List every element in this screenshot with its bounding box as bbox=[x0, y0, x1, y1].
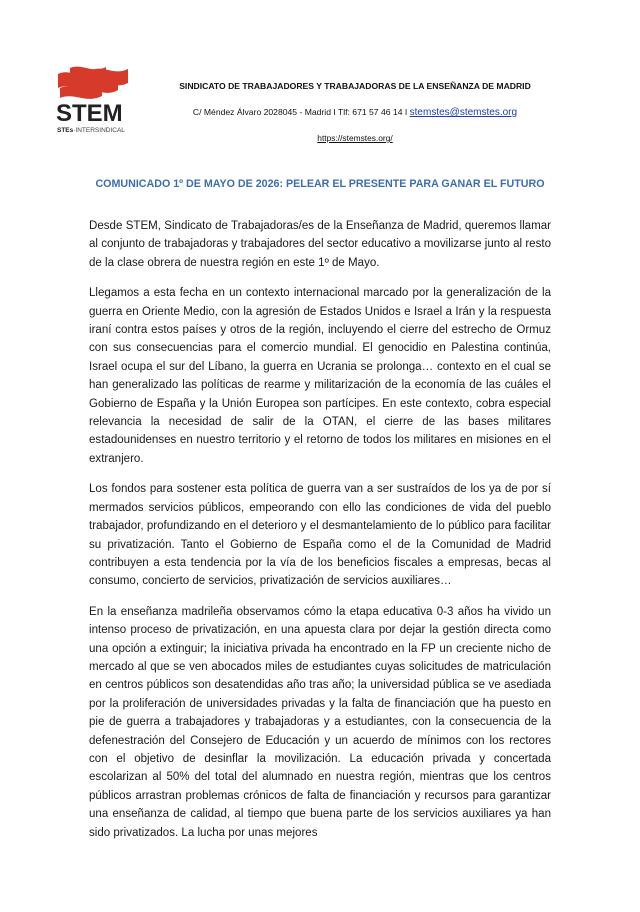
paragraph-1: Desde STEM, Sindicato de Trabajadoras/es de la Enseñanza de Madrid, queremos llamar al conjunto de trabajadoras y trabajadores del sector educativo a movilizarse junto al resto de la clase obrera de nuestra región en este 1º de Mayo. bbox=[89, 220, 551, 269]
stem-logo bbox=[56, 66, 130, 140]
document-title: COMUNICADO 1º DE MAYO DE 2026: PELEAR EL PRESENTE PARA GANAR EL FUTURO bbox=[95, 178, 545, 190]
paragraph-2: Llegamos a esta fecha en un contexto internacional marcado por la generalización de la guerra en Oriente Medio, con la agresión de Estados Unidos e Israel a Irán y la respuesta iraní contra estos países y otros de la región, incluyendo el cierre del estrecho de Ormuz con sus consecuencias para el comercio mundial. El genocidio en Palestina continúa, Israel ocupa el sur del Líbano, la guerra en Ucrania se prolonga… contexto en el cual se han generalizado las políticas de rearme y militarización de la economía de las cuáles el Gobierno de España y la Unión Europea son partícipes. En este contexto, cobra especial relevancia la necesidad de salir de la OTAN, el cierre de las bases militares estadounidenses en nuestro territorio y el retorno de todos los militares en misiones en el extranjero. bbox=[89, 287, 551, 465]
paragraph-3: Los fondos para sostener esta política de guerra van a ser sustraídos de los ya de por sí mermados servicios públicos, empeorando con ello las condiciones de vida del pueblo trabajador, profundizando en el deterioro y el desmantelamiento de lo público para facilitar su privatización. Tanto el Gobierno de España como el de la Comunidad de Madrid contribuyen a esta tendencia por la vía de los beneficios fiscales a empresas, becas al consumo, concierto de servicios, privatización de servicios auxiliares… bbox=[89, 483, 551, 588]
document-body bbox=[89, 217, 551, 854]
contact-line: C/ Méndez Álvaro 2028045 - Madrid I Tlf: 671 57 46 14 I stemstes@stemstes.org bbox=[192, 107, 518, 118]
letterhead bbox=[140, 80, 570, 144]
paragraph-4: En la enseñanza madrileña observamos cómo la etapa educativa 0-3 años ha vivido un intenso proceso de privatización, en una apuesta clara por dejar la gestión directa como una opción a extinguir; la iniciativa privada ha encontrado en la FP un creciente nicho de mercado al que se ven abocados miles de estudiantes cuyas solicitudes de matriculación en centros públicos son desatendidas año tras año; la universidad pública se ve asediada por la proliferación de universidades privadas y la falta de financiación que ha puesto en pie de guerra a trabajadores y trabajadoras y a estudiantes, con la consecuencia de la defenestración del Consejero de Educación y un acuerdo de mínimos con los rectores con el objetivo de desinflar la movilización. La educación privada y concertada escolarizan al 50% del total del alumnado en nuestra región, mientras que los centros públicos arrastran problemas crónicos de falta de financiación y recursos para garantizar una enseñanza de calidad, al tiempo que buena parte de los servicios auxiliares ya han sido privatizados. La lucha por unas mejores bbox=[89, 605, 551, 839]
website-link[interactable]: https://stemstes.org/ bbox=[317, 133, 393, 143]
email-link[interactable]: stemstes@stemstes.org bbox=[409, 107, 518, 118]
logo-wordmark: STEM bbox=[56, 100, 123, 127]
logo-subtitle: STEs·INTERSINDICAL bbox=[57, 127, 125, 134]
organization-name: SINDICATO DE TRABAJADORES Y TRABAJADORAS DE LA ENSEÑANZA DE MADRID bbox=[179, 81, 531, 91]
